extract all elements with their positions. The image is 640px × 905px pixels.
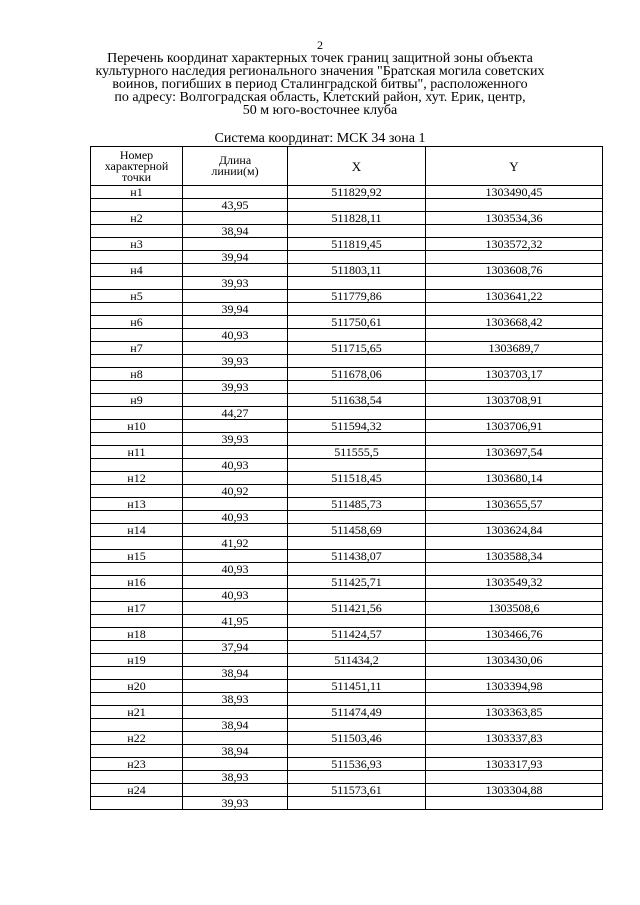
y-cell: 1303708,91 bbox=[426, 394, 603, 407]
x-cell: 511438,07 bbox=[288, 550, 426, 563]
point-name-cell: н18 bbox=[91, 628, 183, 641]
empty-cell bbox=[91, 459, 183, 472]
line-length-cell: 38,93 bbox=[183, 693, 288, 706]
empty-cell bbox=[288, 641, 426, 654]
empty-cell bbox=[288, 537, 426, 550]
empty-cell bbox=[288, 589, 426, 602]
empty-cell bbox=[183, 550, 288, 563]
empty-cell bbox=[183, 706, 288, 719]
table-row bbox=[91, 680, 603, 693]
empty-cell bbox=[426, 433, 603, 446]
point-name-cell: н7 bbox=[91, 342, 183, 355]
segment-row bbox=[91, 589, 603, 602]
empty-cell bbox=[91, 407, 183, 420]
segment-row bbox=[91, 511, 603, 524]
table-row bbox=[91, 368, 603, 381]
empty-cell bbox=[288, 667, 426, 680]
x-cell: 511425,71 bbox=[288, 576, 426, 589]
empty-cell bbox=[183, 290, 288, 303]
empty-cell bbox=[426, 797, 603, 810]
table-row bbox=[91, 706, 603, 719]
empty-cell bbox=[426, 615, 603, 628]
empty-cell bbox=[426, 225, 603, 238]
y-cell: 1303668,42 bbox=[426, 316, 603, 329]
segment-row bbox=[91, 719, 603, 732]
line-length-cell: 39,93 bbox=[183, 433, 288, 446]
empty-cell bbox=[426, 459, 603, 472]
table-row bbox=[91, 576, 603, 589]
y-cell: 1303534,36 bbox=[426, 212, 603, 225]
table-row bbox=[91, 238, 603, 251]
empty-cell bbox=[183, 628, 288, 641]
header-y: Y bbox=[426, 147, 603, 186]
empty-cell bbox=[426, 277, 603, 290]
x-cell: 511819,45 bbox=[288, 238, 426, 251]
empty-cell bbox=[426, 719, 603, 732]
table-row bbox=[91, 342, 603, 355]
line-length-cell: 40,92 bbox=[183, 485, 288, 498]
point-name-cell: н2 bbox=[91, 212, 183, 225]
empty-cell bbox=[183, 238, 288, 251]
empty-cell bbox=[426, 693, 603, 706]
x-cell: 511485,73 bbox=[288, 498, 426, 511]
y-cell: 1303588,34 bbox=[426, 550, 603, 563]
x-cell: 511779,86 bbox=[288, 290, 426, 303]
x-cell: 511555,5 bbox=[288, 446, 426, 459]
point-name-cell: н21 bbox=[91, 706, 183, 719]
point-name-cell: н10 bbox=[91, 420, 183, 433]
empty-cell bbox=[426, 381, 603, 394]
point-name-cell: н13 bbox=[91, 498, 183, 511]
y-cell: 1303430,06 bbox=[426, 654, 603, 667]
empty-cell bbox=[183, 576, 288, 589]
y-cell: 1303304,88 bbox=[426, 784, 603, 797]
point-name-cell: н19 bbox=[91, 654, 183, 667]
table-row bbox=[91, 472, 603, 485]
y-cell: 1303490,45 bbox=[426, 186, 603, 199]
empty-cell bbox=[183, 472, 288, 485]
header-x: X bbox=[288, 147, 426, 186]
point-name-cell: н4 bbox=[91, 264, 183, 277]
page-number: 2 bbox=[317, 38, 323, 52]
x-cell: 511715,65 bbox=[288, 342, 426, 355]
y-cell: 1303466,76 bbox=[426, 628, 603, 641]
empty-cell bbox=[288, 771, 426, 784]
coordinate-system-caption: Система координат: МСК 34 зона 1 bbox=[214, 131, 426, 146]
x-cell: 511803,11 bbox=[288, 264, 426, 277]
table-row bbox=[91, 212, 603, 225]
empty-cell bbox=[426, 251, 603, 264]
empty-cell bbox=[183, 368, 288, 381]
table-row bbox=[91, 290, 603, 303]
line-length-cell: 40,93 bbox=[183, 563, 288, 576]
empty-cell bbox=[426, 407, 603, 420]
segment-row bbox=[91, 303, 603, 316]
empty-cell bbox=[91, 303, 183, 316]
empty-cell bbox=[288, 433, 426, 446]
point-name-cell: н22 bbox=[91, 732, 183, 745]
point-name-cell: н8 bbox=[91, 368, 183, 381]
empty-cell bbox=[288, 381, 426, 394]
empty-cell bbox=[288, 199, 426, 212]
y-cell: 1303508,6 bbox=[426, 602, 603, 615]
empty-cell bbox=[91, 381, 183, 394]
x-cell: 511451,11 bbox=[288, 680, 426, 693]
x-cell: 511518,45 bbox=[288, 472, 426, 485]
segment-row bbox=[91, 433, 603, 446]
y-cell: 1303697,54 bbox=[426, 446, 603, 459]
table-row bbox=[91, 784, 603, 797]
table-row bbox=[91, 420, 603, 433]
segment-row bbox=[91, 797, 603, 810]
line-length-cell: 39,93 bbox=[183, 381, 288, 394]
table-row bbox=[91, 628, 603, 641]
line-length-cell: 41,95 bbox=[183, 615, 288, 628]
line-length-cell: 44,27 bbox=[183, 407, 288, 420]
line-length-cell: 39,94 bbox=[183, 251, 288, 264]
y-cell: 1303703,17 bbox=[426, 368, 603, 381]
empty-cell bbox=[288, 225, 426, 238]
empty-cell bbox=[183, 212, 288, 225]
x-cell: 511573,61 bbox=[288, 784, 426, 797]
empty-cell bbox=[91, 719, 183, 732]
empty-cell bbox=[288, 407, 426, 420]
y-cell: 1303549,32 bbox=[426, 576, 603, 589]
empty-cell bbox=[183, 264, 288, 277]
empty-cell bbox=[91, 485, 183, 498]
segment-row bbox=[91, 277, 603, 290]
title-line: Перечень координат характерных точек границ защитной зоны объекта bbox=[107, 51, 533, 66]
segment-row bbox=[91, 537, 603, 550]
empty-cell bbox=[91, 589, 183, 602]
empty-cell bbox=[91, 251, 183, 264]
y-cell: 1303706,91 bbox=[426, 420, 603, 433]
empty-cell bbox=[183, 654, 288, 667]
coordinates-table bbox=[90, 146, 603, 810]
point-name-cell: н6 bbox=[91, 316, 183, 329]
empty-cell bbox=[183, 420, 288, 433]
empty-cell bbox=[91, 355, 183, 368]
empty-cell bbox=[91, 225, 183, 238]
empty-cell bbox=[288, 485, 426, 498]
segment-row bbox=[91, 771, 603, 784]
empty-cell bbox=[288, 459, 426, 472]
table-row bbox=[91, 264, 603, 277]
table-header-row bbox=[91, 147, 603, 186]
empty-cell bbox=[288, 329, 426, 342]
y-cell: 1303394,98 bbox=[426, 680, 603, 693]
empty-cell bbox=[183, 732, 288, 745]
empty-cell bbox=[426, 771, 603, 784]
segment-row bbox=[91, 407, 603, 420]
empty-cell bbox=[183, 186, 288, 199]
segment-row bbox=[91, 459, 603, 472]
table-row bbox=[91, 654, 603, 667]
line-length-cell: 37,94 bbox=[183, 641, 288, 654]
x-cell: 511434,2 bbox=[288, 654, 426, 667]
empty-cell bbox=[426, 745, 603, 758]
point-name-cell: н9 bbox=[91, 394, 183, 407]
empty-cell bbox=[91, 615, 183, 628]
title-line: культурного наследия регионального значения "Братская могила советских bbox=[95, 64, 545, 79]
header-point-number: Номер характерной точки bbox=[91, 147, 183, 186]
empty-cell bbox=[91, 771, 183, 784]
empty-cell bbox=[426, 667, 603, 680]
title-line: по адресу: Волгоградская область, Клетский район, хут. Ерик, центр, bbox=[114, 90, 526, 105]
empty-cell bbox=[183, 602, 288, 615]
empty-cell bbox=[288, 277, 426, 290]
y-cell: 1303689,7 bbox=[426, 342, 603, 355]
x-cell: 511594,32 bbox=[288, 420, 426, 433]
segment-row bbox=[91, 225, 603, 238]
x-cell: 511474,49 bbox=[288, 706, 426, 719]
empty-cell bbox=[91, 329, 183, 342]
empty-cell bbox=[183, 446, 288, 459]
table-row bbox=[91, 602, 603, 615]
empty-cell bbox=[426, 589, 603, 602]
empty-cell bbox=[91, 563, 183, 576]
table-row bbox=[91, 446, 603, 459]
y-cell: 1303337,83 bbox=[426, 732, 603, 745]
title-line: 50 м юго-восточнее клуба bbox=[242, 103, 398, 118]
line-length-cell: 38,94 bbox=[183, 225, 288, 238]
point-name-cell: н16 bbox=[91, 576, 183, 589]
line-length-cell: 39,94 bbox=[183, 303, 288, 316]
line-length-cell: 39,93 bbox=[183, 355, 288, 368]
empty-cell bbox=[91, 277, 183, 290]
line-length-cell: 39,93 bbox=[183, 277, 288, 290]
segment-row bbox=[91, 251, 603, 264]
empty-cell bbox=[426, 329, 603, 342]
empty-cell bbox=[426, 303, 603, 316]
y-cell: 1303680,14 bbox=[426, 472, 603, 485]
empty-cell bbox=[183, 680, 288, 693]
segment-row bbox=[91, 745, 603, 758]
empty-cell bbox=[426, 641, 603, 654]
empty-cell bbox=[183, 784, 288, 797]
line-length-cell: 41,92 bbox=[183, 537, 288, 550]
empty-cell bbox=[426, 563, 603, 576]
segment-row bbox=[91, 329, 603, 342]
table-row bbox=[91, 186, 603, 199]
empty-cell bbox=[91, 797, 183, 810]
x-cell: 511421,56 bbox=[288, 602, 426, 615]
point-name-cell: н5 bbox=[91, 290, 183, 303]
point-name-cell: н17 bbox=[91, 602, 183, 615]
y-cell: 1303572,32 bbox=[426, 238, 603, 251]
empty-cell bbox=[426, 199, 603, 212]
title-line: воинов, погибших в период Сталинградской битвы", расположенного bbox=[112, 77, 528, 92]
empty-cell bbox=[288, 251, 426, 264]
empty-cell bbox=[288, 615, 426, 628]
y-cell: 1303608,76 bbox=[426, 264, 603, 277]
empty-cell bbox=[288, 719, 426, 732]
table-row bbox=[91, 524, 603, 537]
point-name-cell: н12 bbox=[91, 472, 183, 485]
x-cell: 511458,69 bbox=[288, 524, 426, 537]
empty-cell bbox=[288, 303, 426, 316]
empty-cell bbox=[288, 511, 426, 524]
empty-cell bbox=[426, 485, 603, 498]
table-row bbox=[91, 732, 603, 745]
segment-row bbox=[91, 485, 603, 498]
point-name-cell: н20 bbox=[91, 680, 183, 693]
point-name-cell: н15 bbox=[91, 550, 183, 563]
table-row bbox=[91, 758, 603, 771]
segment-row bbox=[91, 563, 603, 576]
y-cell: 1303655,57 bbox=[426, 498, 603, 511]
point-name-cell: н11 bbox=[91, 446, 183, 459]
empty-cell bbox=[288, 745, 426, 758]
empty-cell bbox=[183, 524, 288, 537]
empty-cell bbox=[91, 641, 183, 654]
point-name-cell: н23 bbox=[91, 758, 183, 771]
point-name-cell: н3 bbox=[91, 238, 183, 251]
empty-cell bbox=[183, 394, 288, 407]
empty-cell bbox=[183, 342, 288, 355]
table-row bbox=[91, 316, 603, 329]
line-length-cell: 40,93 bbox=[183, 459, 288, 472]
empty-cell bbox=[288, 693, 426, 706]
empty-cell bbox=[183, 316, 288, 329]
empty-cell bbox=[426, 537, 603, 550]
line-length-cell: 40,93 bbox=[183, 511, 288, 524]
x-cell: 511678,06 bbox=[288, 368, 426, 381]
point-name-cell: н1 bbox=[91, 186, 183, 199]
line-length-cell: 39,93 bbox=[183, 797, 288, 810]
empty-cell bbox=[288, 563, 426, 576]
segment-row bbox=[91, 381, 603, 394]
line-length-cell: 38,94 bbox=[183, 667, 288, 680]
empty-cell bbox=[91, 667, 183, 680]
document-title bbox=[80, 52, 560, 117]
line-length-cell: 40,93 bbox=[183, 589, 288, 602]
segment-row bbox=[91, 355, 603, 368]
empty-cell bbox=[288, 797, 426, 810]
segment-row bbox=[91, 641, 603, 654]
line-length-cell: 43,95 bbox=[183, 199, 288, 212]
x-cell: 511424,57 bbox=[288, 628, 426, 641]
table-body bbox=[91, 186, 603, 810]
empty-cell bbox=[91, 745, 183, 758]
empty-cell bbox=[91, 433, 183, 446]
empty-cell bbox=[91, 511, 183, 524]
x-cell: 511829,92 bbox=[288, 186, 426, 199]
x-cell: 511828,11 bbox=[288, 212, 426, 225]
x-cell: 511638,54 bbox=[288, 394, 426, 407]
y-cell: 1303624,84 bbox=[426, 524, 603, 537]
empty-cell bbox=[426, 511, 603, 524]
table-row bbox=[91, 498, 603, 511]
point-name-cell: н24 bbox=[91, 784, 183, 797]
line-length-cell: 38,94 bbox=[183, 745, 288, 758]
segment-row bbox=[91, 667, 603, 680]
empty-cell bbox=[91, 693, 183, 706]
line-length-cell: 40,93 bbox=[183, 329, 288, 342]
line-length-cell: 38,93 bbox=[183, 771, 288, 784]
x-cell: 511503,46 bbox=[288, 732, 426, 745]
y-cell: 1303317,93 bbox=[426, 758, 603, 771]
segment-row bbox=[91, 199, 603, 212]
header-line-length: Длина линии(м) bbox=[183, 147, 288, 186]
empty-cell bbox=[183, 498, 288, 511]
table-row bbox=[91, 550, 603, 563]
empty-cell bbox=[183, 758, 288, 771]
empty-cell bbox=[426, 355, 603, 368]
x-cell: 511750,61 bbox=[288, 316, 426, 329]
empty-cell bbox=[91, 537, 183, 550]
empty-cell bbox=[91, 199, 183, 212]
table-row bbox=[91, 394, 603, 407]
y-cell: 1303363,85 bbox=[426, 706, 603, 719]
point-name-cell: н14 bbox=[91, 524, 183, 537]
y-cell: 1303641,22 bbox=[426, 290, 603, 303]
x-cell: 511536,93 bbox=[288, 758, 426, 771]
segment-row bbox=[91, 615, 603, 628]
line-length-cell: 38,94 bbox=[183, 719, 288, 732]
segment-row bbox=[91, 693, 603, 706]
empty-cell bbox=[288, 355, 426, 368]
